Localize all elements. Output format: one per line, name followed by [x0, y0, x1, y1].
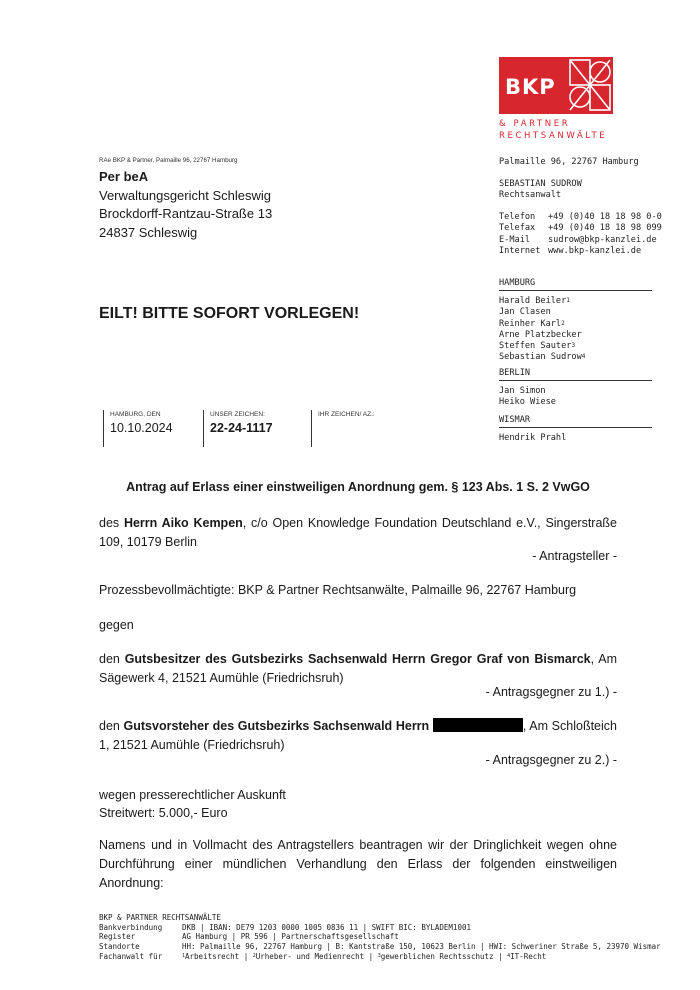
partner-name: Jan Clasen [499, 307, 551, 318]
delivery-method: Per beA [99, 169, 149, 184]
logo-subtitle: RECHTSANWÄLTE [499, 131, 608, 141]
logo-emblem-icon [567, 57, 613, 114]
partner-name: Heiko Wiese [499, 397, 556, 408]
applicant-paragraph: des Herrn Aiko Kempen, c/o Open Knowledge Foundation Deutschland e.V., Singerstraße 109, 10179 Berlin [99, 516, 617, 549]
subject-line: wegen presserechtlicher Auskunft [99, 788, 286, 802]
our-reference-field [203, 410, 310, 447]
partner-name: Arne Platzbecker [499, 329, 582, 340]
firm-logo [499, 57, 613, 114]
addressee-line: Brockdorff-Rantzau-Straße 13 [99, 206, 273, 222]
value-line: Streitwert: 5.000,- Euro [99, 806, 228, 820]
location-heading-wismar: WISMAR [499, 415, 652, 428]
location-heading-hamburg: HAMBURG [499, 278, 652, 291]
date-field [103, 410, 201, 447]
applicant-role: - Antragsteller - [532, 549, 617, 563]
addressee-line: 24837 Schleswig [99, 225, 198, 241]
footer-firm: BKP & PARTNER RECHTSANWÄLTE [99, 913, 221, 922]
specialist-details: $^1$Arbeitsrecht | $^2$Urheber- und Medienrecht | $^3$gewerblichen Rechtsschutz | $^4$IT-Recht [182, 951, 547, 961]
contact-label: Telefon [499, 212, 536, 222]
partner-name: Reinher Karl$^2$ [499, 318, 565, 329]
partner-name: Sebastian Sudrow$^4$ [499, 352, 586, 363]
partner-name: Jan Simon [499, 386, 546, 396]
fax-number: +49 (0)40 18 18 98 099 [548, 223, 662, 234]
redaction-bar [433, 718, 523, 732]
addressee-line: Verwaltungsgericht Schleswig [99, 187, 271, 203]
email-link[interactable]: sudrow@bkp-kanzlei.de [548, 234, 657, 245]
addressee-block [99, 168, 272, 243]
respondent2-name: Gutsvorsteher des Gutsbezirks Sachsenwald Herrn [123, 719, 430, 733]
date-label: HAMBURG, DEN [110, 411, 161, 418]
your-reference-field [311, 410, 421, 447]
contact-row [499, 212, 662, 223]
against-line: gegen [99, 618, 134, 632]
page-footer [99, 913, 661, 962]
bank-details: DKB | IBAN: DE79 1203 0000 1005 0836 11 | SWIFT BIC: BYLADEM1001 [182, 922, 471, 932]
hamburg-partners [499, 296, 585, 364]
footer-row: Fachanwalt für $^1$Arbeitsrecht | $^2$Urheber- und Medienrecht | $^3$gewerblichen Rechtsschutz | $^4$IT-Recht [99, 951, 547, 961]
footer-row: Register AG Hamburg | PR 596 | Partnerschaftsgesellschaft [99, 932, 399, 942]
counsel-line: Prozessbevollmächtigte: BKP & Partner Rechtsanwälte, Palmaille 96, 22767 Hamburg [99, 583, 577, 597]
respondent1-name: Gutsbesitzer des Gutsbezirks Sachsenwald Herrn Gregor Graf von Bismarck [124, 652, 591, 666]
our-reference-label: UNSER ZEICHEN: [210, 411, 265, 418]
logo-subtitle: & PARTNER [499, 119, 571, 129]
footer-row: Standorte HH: Palmaille 96, 22767 Hamburg | B: Kantstraße 150, 10623 Berlin | HWI: Schweriner Straße 5, 23970 Wismar [99, 942, 661, 952]
berlin-partners [499, 386, 556, 409]
date-value: 10.10.2024 [110, 421, 173, 435]
lawyer-block [499, 179, 582, 201]
wismar-partners [499, 433, 566, 444]
respondent2-role: - Antragsgegner zu 2.) - [485, 753, 617, 767]
lawyer-title: Rechtsanwalt [499, 190, 562, 200]
partner-name: Harald Beiler$^1$ [499, 296, 570, 306]
respondent1-paragraph: den Gutsbesitzer des Gutsbezirks Sachsenwald Herrn Gregor Graf von Bismarck, Am Sägewerk 4, 21521 Aumühle (Friedrichsruh) [99, 652, 617, 685]
website-link[interactable]: www.bkp-kanzlei.de [548, 245, 642, 256]
office-address: Palmaille 96, 22767 Hamburg [499, 157, 639, 167]
phone-number: +49 (0)40 18 18 98 0-0 [548, 212, 662, 222]
partner-name: Hendrik Prahl [499, 433, 567, 443]
urgent-notice: EILT! BITTE SOFORT VORLEGEN! [99, 305, 360, 322]
partner-name: Steffen Sauter$^3$ [499, 341, 576, 352]
contact-row [499, 235, 662, 246]
closing-paragraph: Namens und in Vollmacht des Antragstellers beantragen wir der Dringlichkeit wegen ohne Durchführung einer mündlichen Verhandlung den Erlass der folgenden einstweiligen Anordnung: [99, 838, 617, 890]
respondent2-paragraph: den Gutsvorsteher des Gutsbezirks Sachsenwald Herrn , Am Schloßteich 1, 21521 Aumühle (Friedrichsruh) [99, 719, 617, 752]
your-reference-label: IHR ZEICHEN/ AZ.: [318, 411, 375, 418]
respondent1-role: - Antragsgegner zu 1.) - [485, 685, 617, 699]
contact-block [499, 212, 662, 257]
applicant-name: Herrn Aiko Kempen [123, 516, 243, 530]
contact-label: Telefax [499, 223, 536, 234]
register-details: AG Hamburg | PR 596 | Partnerschaftsgesellschaft [182, 932, 399, 942]
contact-row [499, 246, 662, 257]
motion-title: Antrag auf Erlass einer einstweiligen Anordnung gem. § 123 Abs. 1 S. 2 VwGO [126, 480, 590, 494]
contact-row [499, 223, 662, 234]
location-heading-berlin: BERLIN [499, 368, 652, 381]
lawyer-name: SEBASTIAN SUDROW [499, 179, 582, 189]
contact-label: Internet [499, 245, 541, 256]
logo-text: BKP [505, 75, 556, 99]
footer-row: Bankverbindung DKB | IBAN: DE79 1203 0000 1005 0836 11 | SWIFT BIC: BYLADEM1001 [99, 922, 471, 932]
contact-label: E-Mail [499, 234, 531, 245]
locations-details: HH: Palmaille 96, 22767 Hamburg | B: Kantstraße 150, 10623 Berlin | HWI: Schweriner Straße 5, 23970 Wismar [182, 942, 661, 952]
our-reference-value: 22-24-1117 [210, 421, 273, 435]
sender-line: RAe BKP & Partner, Palmaille 96, 22767 Hamburg [99, 157, 238, 164]
